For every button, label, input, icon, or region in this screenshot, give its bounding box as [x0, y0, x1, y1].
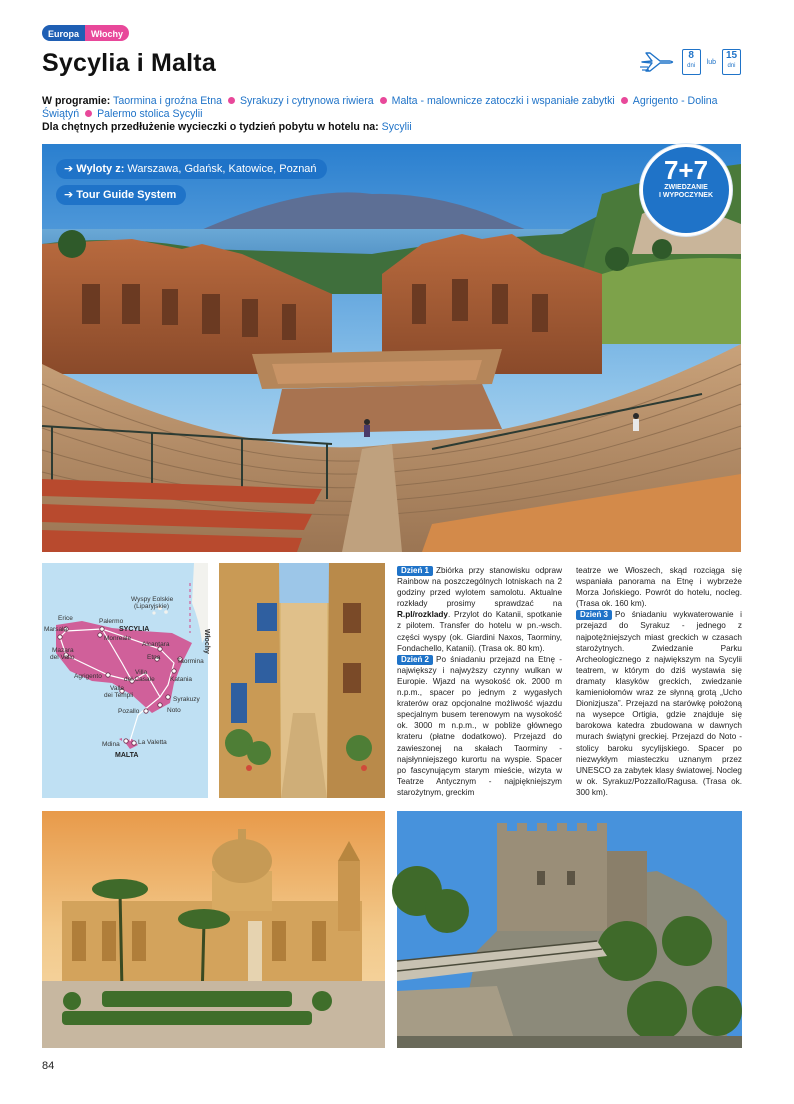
map-label-mazara: Mazara [52, 647, 74, 654]
day-3-tag: Dzień 3 [576, 610, 612, 620]
map-label-marsala: Marsala [44, 626, 68, 633]
or-label: lub [706, 58, 716, 66]
map-label-islands: Wyspy Eolskie [131, 596, 174, 603]
days-short-value: 8 [688, 50, 694, 61]
program-item: Palermo stolica Sycylii [97, 108, 203, 120]
map-label-italy: Włochy [203, 629, 210, 654]
category-tags [42, 25, 129, 41]
day-1-tag: Dzień 1 [397, 566, 433, 576]
badge-line1: ZWIEDZANIE [664, 184, 708, 191]
country-tag[interactable]: Włochy [85, 25, 129, 41]
map-label-valle: Valle [110, 685, 124, 692]
route-map [42, 563, 208, 798]
map-label-etna: Etna [147, 654, 161, 661]
day-2-text: Po śniadaniu przejazd na Etnę - największy i najwyższy czynny wulkan w Europie. Wjazd na wysokość ok. 2000 m n.p.m., spacer po jednym z wygasłych kraterów oraz opcjonalne możliwość wjazdu specjalnym busem terenowym na wysokość ok. 3000 m n.p.m., w pobliże głównego krateru (płatne dodatkowo). Przejazd do zawieszonej na skałach Taorminy - najsłynniejszego kurortu na wyspie. Spacer po fascynującym starym mieście, wizyta w Teatrze Antycznym - najpiękniejszym starożytnym, greckim [397, 654, 562, 797]
day-1-text-cont: . Przylot do Katanii, spotkanie z pilotem. Transfer do hotelu w pn.-wsch. części wyspy (ok. Giardini Naxos, Taorminy, Fondachello, Katanii). (Trasa ok. 80 km). [397, 610, 562, 653]
extension-label: Dla chętnych przedłużenie wycieczki o tydzień pobytu w hotelu na: [42, 121, 379, 133]
map-label-noto: Noto [167, 707, 181, 714]
map-label-agrigento: Agrigento [74, 673, 102, 680]
page-number: 84 [42, 1060, 55, 1072]
days-8-box [682, 49, 701, 75]
day-2-paragraph [397, 654, 562, 798]
day-2-tag: Dzień 2 [397, 655, 433, 665]
trip-duration [640, 49, 741, 75]
bullet-icon [380, 97, 387, 104]
map-label-taormina: Taormina [177, 658, 204, 665]
itinerary-column-1 [397, 565, 562, 798]
tour-guide-pill[interactable]: ➔ Tour Guide System [56, 185, 186, 205]
timetable-link[interactable]: R.pl/rozklady [397, 610, 448, 620]
bullet-icon [228, 97, 235, 104]
program-item: Malta - malownicze zatoczki i wspaniałe zabytki [391, 95, 615, 107]
tour-guide-label: Tour Guide System [76, 189, 177, 201]
map-label-sicily: SYCYLIA [119, 626, 150, 633]
map-label-monreale: Monreale [104, 635, 132, 642]
map-label-malta: MALTA [115, 752, 139, 759]
days-long-value: 15 [725, 50, 738, 61]
hero-image-taormina-theatre [42, 144, 741, 552]
sightseeing-and-leisure-badge [640, 144, 732, 236]
theatre-illustration [42, 144, 741, 552]
map-label-palermo: Palermo [99, 618, 124, 625]
palermo-cathedral-photo [42, 811, 385, 1048]
departures-pill[interactable]: ➔ Wyloty z: Warszawa, Gdańsk, Katowice, Poznań [56, 159, 327, 179]
map-label-villa: Villa [135, 669, 148, 676]
day-3-text: Po śniadaniu wykwaterowanie i przejazd do Syrakuz - jednego z najpotężniejszych miast greckich w czasach starożytnych. Zwiedzanie Parku Archeologicznego z największym na Sycylii teatrem, w którym do dziś wystawia się dramaty klasyków greckich, zwiedzanie kamieniołomów wraz ze słynną grotą „Ucho Dionizjusza”. Przejazd na starówkę położoną na wysepce Ortigia, gdzie znajduje się barokowa katedra zbudowana w dawnych murach świątyni greckiej. Przejazd do Noto - stolicy baroku sycylijskiego. Spacer po niezwykłym miasteczku uznanym przez UNESCO za zabytek klasy światowej. Nocleg w ok. Syrakuz/Pozzallo/Ragusa. (Trasa ok. 300 km). [576, 610, 742, 797]
days-unit: dni [687, 63, 696, 69]
program-list [42, 95, 742, 121]
program-item: Taormina i groźna Etna [113, 95, 222, 107]
cathedral-illustration [42, 811, 385, 1048]
map-label-villa-sub: del Casale [124, 676, 155, 683]
castle-illustration [397, 811, 742, 1048]
page-title: Sycylia i Malta [42, 49, 216, 77]
departures-label: Wyloty z: [76, 163, 125, 175]
bullet-icon [621, 97, 628, 104]
map-label-mazara-sub: del Vallo [50, 654, 75, 661]
program-item: Syrakuzy i cytrynowa riwiera [239, 95, 374, 107]
map-label-erice: Erice [58, 615, 73, 622]
map-label-valle-sub: dei Templi [104, 692, 134, 699]
departure-cities: Warszawa, Gdańsk, Katowice, Poznań [127, 163, 317, 175]
program-item: Agrigento - Dolina Świątyń [42, 95, 718, 120]
badge-value: 7+7 [663, 155, 709, 185]
map-label-katania: Katania [170, 676, 193, 683]
day-3-paragraph [576, 609, 742, 798]
region-tag[interactable]: Europa [42, 25, 85, 41]
map-label-alcantara: Alcantara [142, 641, 170, 648]
day-2-continuation: teatrze we Włoszech, skąd rozciąga się wspaniała panorama na Etnę i wybrzeże Morza Jońskiego. Powrót do hotelu, nocleg. (Trasa ok. 160 km). [576, 566, 742, 609]
itinerary-column-2 [576, 565, 742, 798]
map-label-islands-sub: (Liparyjskie) [134, 603, 170, 610]
map-label-valletta: La Valetta [138, 739, 167, 746]
plane-icon [640, 51, 676, 73]
street-photo [219, 563, 385, 798]
day-1-paragraph [397, 565, 562, 654]
badge-line2: I WYPOCZYNEK [658, 192, 714, 199]
days-15-box [722, 49, 741, 75]
days-unit: dni [727, 63, 736, 69]
map-label-pozallo: Pozallo [118, 708, 140, 715]
erice-castle-photo [397, 811, 742, 1048]
program-label: W programie: [42, 95, 111, 107]
street-illustration [219, 563, 385, 798]
map-label-mdina: Mdina [102, 741, 120, 748]
bullet-icon [85, 110, 92, 117]
day-1-text: Zbiórka przy stanowisku odpraw Rainbow na poszczególnych lotniskach na 2 godziny przed wylotem samolotu. Aktualne rozkłady prosimy sprawdzać na [397, 566, 562, 609]
map-label-syrakuzy: Syrakuzy [173, 696, 200, 703]
extension-place[interactable]: Sycylii [381, 121, 412, 133]
extension-note [42, 121, 412, 133]
